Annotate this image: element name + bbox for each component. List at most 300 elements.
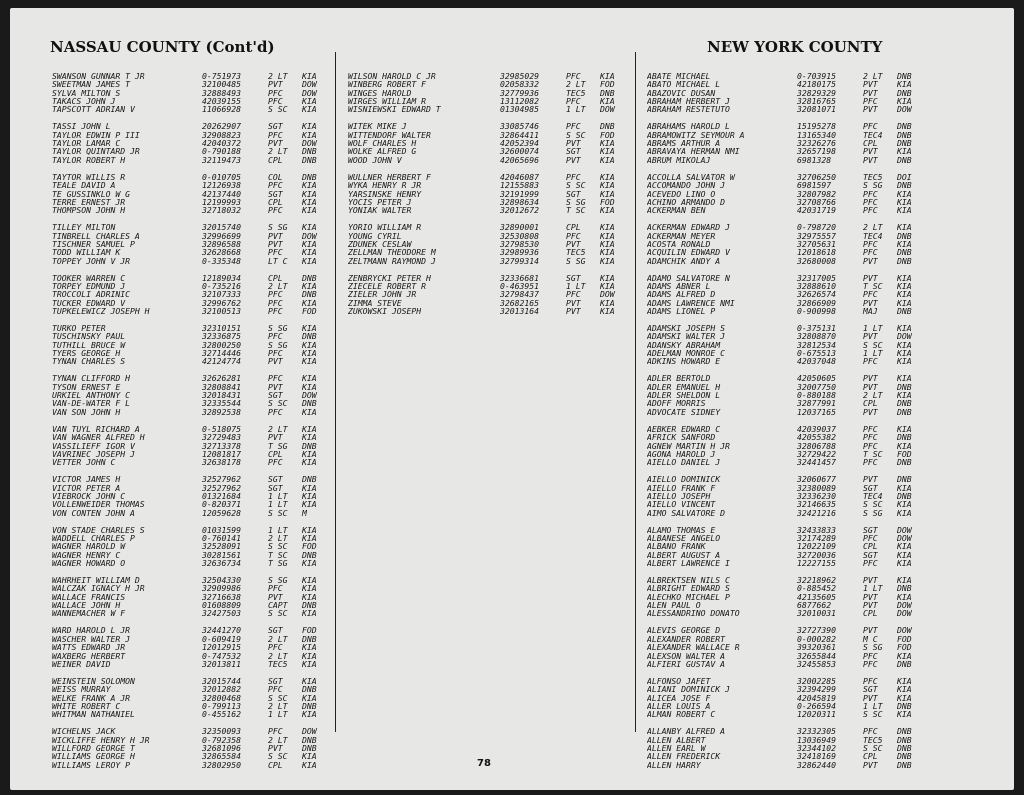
entry-serial-number: 42055382 xyxy=(797,433,836,442)
entry-rank: 1 LT xyxy=(863,584,883,593)
roster-entry xyxy=(52,609,326,617)
entry-name: WEISS MURRAY xyxy=(52,685,111,694)
entry-status: KIA xyxy=(897,685,912,694)
entry-serial-number: 32638178 xyxy=(202,458,241,467)
entry-name: WULLNER HERBERT F xyxy=(348,172,431,182)
roster-entry xyxy=(647,290,921,298)
entry-name: SWANSON GUNNAR T JR xyxy=(52,72,145,81)
roster-entry xyxy=(348,190,624,198)
left-county-heading: NASSAU COUNTY (Cont'd) xyxy=(50,38,275,56)
entry-status: DNB xyxy=(897,433,912,442)
roster-entry xyxy=(52,559,326,567)
entry-status: KIA xyxy=(897,424,912,434)
entry-name: TOPPEY JOHN V JR xyxy=(52,256,130,265)
entry-serial-number: 32528091 xyxy=(202,542,241,551)
roster-entry xyxy=(52,601,326,609)
roster-entry xyxy=(52,660,326,668)
entry-rank: CPL xyxy=(268,155,283,165)
entry-status: KIA xyxy=(897,441,912,450)
entry-serial-number: 32317005 xyxy=(797,273,836,282)
entry-rank: CPL xyxy=(863,542,878,551)
entry-serial-number: 32908823 xyxy=(202,130,241,140)
entry-status: KIA xyxy=(600,72,615,81)
entry-name: AIELLO DOMINICK xyxy=(647,475,721,484)
entry-serial-number: 0-703915 xyxy=(797,72,836,81)
entry-serial-number: 0-463951 xyxy=(500,281,539,291)
entry-name: TYERS GEORGE H xyxy=(52,349,121,358)
entry-rank: PFC xyxy=(268,298,283,307)
roster-entry xyxy=(647,324,921,332)
entry-group xyxy=(647,223,921,265)
entry-name: SWEETMAN JAMES T xyxy=(52,80,130,89)
entry-name: ACQUILIN EDWARD V xyxy=(647,248,730,257)
entry-status: DNB xyxy=(897,701,912,711)
entry-rank: T SG xyxy=(268,441,288,450)
roster-entry xyxy=(647,374,921,382)
entry-rank: S SG xyxy=(268,324,288,333)
entry-serial-number: 39320361 xyxy=(797,643,836,652)
entry-name: YONIAK WALTER xyxy=(348,206,412,215)
entry-serial-number: 32013811 xyxy=(202,659,241,669)
entry-rank: PVT xyxy=(863,592,878,602)
entry-status: DOW xyxy=(897,105,912,114)
column-divider-1 xyxy=(335,52,336,732)
entry-rank: PFC xyxy=(863,433,878,442)
entry-serial-number: 32427503 xyxy=(202,609,241,618)
entry-rank: PFC xyxy=(268,307,283,316)
entry-serial-number: 32010031 xyxy=(797,609,836,618)
entry-name: VAN SON JOHN H xyxy=(52,407,121,417)
entry-name: AIELLO FRANK F xyxy=(647,483,716,492)
entry-name: TURKO PETER xyxy=(52,324,106,333)
entry-status: DNB xyxy=(897,382,912,392)
entry-status: DNB xyxy=(302,735,317,744)
entry-rank: SGT xyxy=(268,626,283,635)
roster-entry xyxy=(348,139,624,147)
entry-name: ALLEN HARRY xyxy=(647,760,701,769)
entry-name: WISNIEWSKI EDWARD T xyxy=(348,105,441,114)
roster-entry xyxy=(52,391,326,399)
roster-entry xyxy=(647,131,921,139)
entry-status: DNB xyxy=(897,727,912,736)
entry-serial-number: 32418169 xyxy=(797,752,836,761)
entry-status: KIA xyxy=(600,273,615,282)
roster-entry xyxy=(348,122,624,130)
entry-status: DOW xyxy=(897,534,912,543)
roster-entry xyxy=(52,97,326,105)
entry-name: WHITMAN NATHANIEL xyxy=(52,710,135,719)
entry-rank: SGT xyxy=(863,525,878,534)
roster-entry xyxy=(348,232,624,240)
entry-name: ADOFF MORRIS xyxy=(647,399,706,408)
roster-entry xyxy=(52,80,326,88)
entry-status: DNB xyxy=(302,634,317,644)
entry-name: ZDUNEK CESLAW xyxy=(348,239,412,249)
entry-status: DNB xyxy=(302,475,317,484)
entry-name: AGNEW MARTIN H JR xyxy=(647,441,730,450)
entry-rank: 2 LT xyxy=(863,223,883,232)
roster-entry xyxy=(647,383,921,391)
entry-status: DNB xyxy=(302,155,317,165)
entry-name: WOLF CHARLES H xyxy=(348,139,417,148)
entry-name: TROCCOLI ADRINIC xyxy=(52,290,130,299)
entry-rank: TEC5 xyxy=(268,659,288,669)
entry-name: WASCHER WALTER J xyxy=(52,634,130,644)
roster-entry xyxy=(52,282,326,290)
roster-entry xyxy=(647,332,921,340)
roster-entry xyxy=(52,349,326,357)
entry-rank: 1 LT xyxy=(863,349,883,358)
entry-status: DNB xyxy=(897,181,912,190)
entry-rank: PVT xyxy=(863,105,878,114)
roster-entry xyxy=(647,685,921,693)
entry-rank: PFC xyxy=(268,374,283,383)
entry-serial-number: 12227155 xyxy=(797,559,836,568)
entry-rank: 1 LT xyxy=(268,525,288,534)
entry-name: WILLIAMS GEORGE H xyxy=(52,752,135,761)
entry-serial-number: 32421216 xyxy=(797,508,836,517)
entry-rank: TEC5 xyxy=(863,735,883,744)
roster-entry xyxy=(52,357,326,365)
entry-name: ACOSTA RONALD xyxy=(647,239,711,249)
entry-rank: 1 LT xyxy=(566,281,586,291)
entry-name: ALEVIS GEORGE D xyxy=(647,626,721,635)
entry-rank: S SC xyxy=(566,181,586,190)
entry-serial-number: 32802950 xyxy=(202,760,241,769)
entry-serial-number: 01608809 xyxy=(202,601,241,610)
roster-entry xyxy=(52,173,326,181)
entry-name: VON CONTEN JOHN A xyxy=(52,508,135,517)
entry-name: TILLEY MILTON xyxy=(52,223,116,232)
entry-serial-number: 32107333 xyxy=(202,290,241,299)
entry-name: ALBERT LAWRENCE I xyxy=(647,559,730,568)
entry-rank: LT C xyxy=(268,256,288,265)
entry-name: TAYTOR WILLIS R xyxy=(52,172,126,182)
entry-status: KIA xyxy=(897,206,912,215)
entry-serial-number: 32527962 xyxy=(202,475,241,484)
entry-serial-number: 13036949 xyxy=(797,735,836,744)
entry-serial-number: 32100513 xyxy=(202,307,241,316)
entry-name: ACCOMANDO JOHN J xyxy=(647,181,725,190)
entry-name: ACCOLLA SALVATOR W xyxy=(647,172,735,182)
roster-entry xyxy=(52,677,326,685)
entry-status: KIA xyxy=(600,239,615,249)
entry-status: DNB xyxy=(897,760,912,769)
entry-serial-number: 42046087 xyxy=(500,172,539,182)
entry-status: KIA xyxy=(302,122,317,131)
entry-name: TAPSCOTT ADRIAN V xyxy=(52,105,135,114)
entry-serial-number: 0-735216 xyxy=(202,281,241,291)
entry-name: ABATO MICHAEL L xyxy=(647,80,721,89)
entry-serial-number: 0-790188 xyxy=(202,147,241,156)
entry-name: ALEXSON WALTER A xyxy=(647,651,725,660)
roster-entry xyxy=(52,500,326,508)
entry-serial-number: 32829329 xyxy=(797,88,836,98)
entry-name: ALBANESE ANGELO xyxy=(647,534,721,543)
entry-status: DOW xyxy=(897,332,912,341)
roster-entry xyxy=(52,89,326,97)
entry-name: TYNAN CLIFFORD H xyxy=(52,374,130,383)
entry-serial-number: 32007750 xyxy=(797,382,836,392)
roster-entry xyxy=(52,752,326,760)
entry-rank: S SG xyxy=(863,508,883,517)
entry-rank: PFC xyxy=(863,676,878,686)
entry-serial-number: 32655844 xyxy=(797,651,836,660)
entry-name: ABRAHAMS HAROLD L xyxy=(647,122,730,131)
roster-entry xyxy=(647,551,921,559)
entry-name: ZELLMAN THEODORE M xyxy=(348,248,436,257)
entry-name: WYKA HENRY R JR xyxy=(348,181,422,190)
entry-status: KIA xyxy=(302,424,317,434)
entry-group xyxy=(52,72,326,114)
entry-name: WELKE FRANK A JR xyxy=(52,693,130,702)
entry-rank: PVT xyxy=(863,374,878,383)
entry-serial-number: 0-335348 xyxy=(202,256,241,265)
entry-status: KIA xyxy=(897,500,912,509)
entry-name: ADELMAN MONROE C xyxy=(647,349,725,358)
entry-rank: PVT xyxy=(566,139,581,148)
roster-entry xyxy=(52,232,326,240)
entry-serial-number: 12126938 xyxy=(202,181,241,190)
entry-serial-number: 32729483 xyxy=(202,433,241,442)
roster-entry xyxy=(52,223,326,231)
roster-entry xyxy=(647,593,921,601)
entry-serial-number: 32441457 xyxy=(797,458,836,467)
roster-entry xyxy=(647,299,921,307)
entry-serial-number: 32015740 xyxy=(202,223,241,232)
entry-status: KIA xyxy=(302,676,317,686)
entry-status: DNB xyxy=(897,399,912,408)
entry-name: VICTOR PETER A xyxy=(52,483,121,492)
roster-entry xyxy=(52,542,326,550)
entry-rank: 1 LT xyxy=(863,324,883,333)
entry-name: ABRAHAM HERBERT J xyxy=(647,97,730,106)
entry-serial-number: 33085746 xyxy=(500,122,539,131)
roster-entry xyxy=(647,349,921,357)
roster-entry xyxy=(348,299,624,307)
roster-entry xyxy=(52,374,326,382)
entry-rank: 2 LT xyxy=(268,735,288,744)
entry-serial-number: 32896588 xyxy=(202,239,241,249)
entry-name: THOMPSON JOHN H xyxy=(52,206,126,215)
entry-serial-number: 32335544 xyxy=(202,399,241,408)
entry-status: DNB xyxy=(897,256,912,265)
roster-entry xyxy=(647,542,921,550)
entry-name: ADAMS LAWRENCE NMI xyxy=(647,298,735,307)
entry-rank: 2 LT xyxy=(863,72,883,81)
entry-rank: SGT xyxy=(268,676,283,686)
entry-name: AFRICK SANFORD xyxy=(647,433,716,442)
entry-serial-number: 32600074 xyxy=(500,147,539,156)
entry-rank: PVT xyxy=(268,80,283,89)
entry-rank: PVT xyxy=(863,407,878,417)
entry-name: ADAMS LIONEL P xyxy=(647,307,716,316)
roster-entry xyxy=(348,181,624,189)
roster-entry xyxy=(52,290,326,298)
entry-status: KIA xyxy=(897,239,912,249)
entry-name: ALEXANDER ROBERT xyxy=(647,634,725,644)
entry-status: DNB xyxy=(897,122,912,131)
entry-name: ACEVEDO LINO O xyxy=(647,189,716,198)
entry-name: TODD WILLIAM K xyxy=(52,248,121,257)
entry-status: KIA xyxy=(897,80,912,89)
roster-entry xyxy=(647,660,921,668)
entry-rank: S SC xyxy=(268,105,288,114)
entry-serial-number: 32504330 xyxy=(202,576,241,585)
entry-serial-number: 32441270 xyxy=(202,626,241,635)
entry-serial-number: 0-820371 xyxy=(202,500,241,509)
entry-name: SYLVA MILTON S xyxy=(52,88,121,98)
entry-rank: PFC xyxy=(863,248,878,257)
entry-status: FOD xyxy=(600,80,615,89)
entry-status: KIA xyxy=(302,197,317,207)
roster-entry xyxy=(52,492,326,500)
entry-group xyxy=(348,122,624,164)
entry-rank: PVT xyxy=(566,298,581,307)
entry-name: ZUKOWSKI JOSEPH xyxy=(348,307,422,316)
entry-status: DNB xyxy=(302,701,317,711)
entry-serial-number: 32657198 xyxy=(797,147,836,156)
entry-serial-number: 32628668 xyxy=(202,248,241,257)
roster-entry xyxy=(348,307,624,315)
entry-name: ALEN PAUL O xyxy=(647,601,701,610)
entry-rank: PVT xyxy=(268,357,283,366)
entry-name: ADLER EMANUEL H xyxy=(647,382,721,392)
entry-status: KIA xyxy=(302,374,317,383)
entry-serial-number: 12018618 xyxy=(797,248,836,257)
entry-status: KIA xyxy=(302,248,317,257)
entry-rank: 2 LT xyxy=(268,701,288,711)
entry-group xyxy=(52,173,326,215)
entry-serial-number: 32310151 xyxy=(202,324,241,333)
entry-status: KIA xyxy=(897,710,912,719)
roster-entry xyxy=(647,122,921,130)
roster-entry xyxy=(647,736,921,744)
entry-rank: 1 LT xyxy=(268,710,288,719)
entry-serial-number: 32191999 xyxy=(500,189,539,198)
entry-serial-number: 12199993 xyxy=(202,197,241,207)
entry-serial-number: 11066928 xyxy=(202,105,241,114)
entry-rank: PFC xyxy=(863,424,878,434)
entry-rank: CPL xyxy=(863,139,878,148)
entry-serial-number: 32081071 xyxy=(797,105,836,114)
entry-name: ADAMCHIK ANDY A xyxy=(647,256,721,265)
entry-group xyxy=(52,475,326,517)
roster-entry xyxy=(647,391,921,399)
roster-entry xyxy=(647,475,921,483)
entry-name: VOLLENWEIDER THOMAS xyxy=(52,500,145,509)
entry-rank: PVT xyxy=(863,382,878,392)
entry-serial-number: 20262907 xyxy=(202,122,241,131)
entry-name: ADLER BERTOLD xyxy=(647,374,711,383)
entry-rank: PFC xyxy=(863,357,878,366)
roster-entry xyxy=(647,139,921,147)
roster-entry xyxy=(647,206,921,214)
roster-entry xyxy=(348,206,624,214)
entry-status: KIA xyxy=(897,576,912,585)
entry-status: DOW xyxy=(897,609,912,618)
entry-status: KIA xyxy=(302,643,317,652)
entry-name: WOOD JOHN V xyxy=(348,155,402,165)
entry-serial-number: 32890001 xyxy=(500,223,539,232)
roster-entry xyxy=(647,97,921,105)
entry-serial-number: 0-266594 xyxy=(797,701,836,711)
roster-entry xyxy=(52,105,326,113)
entry-serial-number: 6981328 xyxy=(797,155,832,165)
roster-entry xyxy=(647,425,921,433)
roster-entry xyxy=(52,257,326,265)
entry-serial-number: 32013164 xyxy=(500,307,539,316)
entry-rank: PFC xyxy=(268,407,283,417)
entry-name: ALMAN ROBERT C xyxy=(647,710,716,719)
entry-group xyxy=(647,72,921,114)
entry-serial-number: 32798437 xyxy=(500,290,539,299)
entry-rank: S SG xyxy=(863,643,883,652)
entry-rank: 2 LT xyxy=(268,147,288,156)
entry-name: ABRAHAM RESTETUTO xyxy=(647,105,730,114)
entry-group xyxy=(52,324,326,366)
entry-group xyxy=(52,677,326,719)
entry-name: TERRE ERNEST JR xyxy=(52,197,126,207)
entry-name: WITTENDORF WALTER xyxy=(348,130,431,140)
entry-status: KIA xyxy=(897,374,912,383)
roster-entry xyxy=(647,702,921,710)
entry-serial-number: 32816765 xyxy=(797,97,836,106)
entry-status: KIA xyxy=(897,559,912,568)
entry-name: VIEBROCK JOHN C xyxy=(52,491,126,501)
entry-rank: CPL xyxy=(863,399,878,408)
entry-status: DNB xyxy=(897,659,912,669)
entry-group xyxy=(348,274,624,316)
entry-rank: PFC xyxy=(863,239,878,249)
entry-group xyxy=(52,576,326,618)
entry-serial-number: 32336230 xyxy=(797,491,836,501)
entry-serial-number: 32729422 xyxy=(797,449,836,459)
entry-group xyxy=(52,122,326,164)
roster-entry xyxy=(647,526,921,534)
entry-rank: S SC xyxy=(268,693,288,702)
entry-status: KIA xyxy=(897,508,912,517)
entry-group xyxy=(52,727,326,769)
entry-name: VAN-DE-WATER F L xyxy=(52,399,130,408)
entry-rank: PVT xyxy=(566,239,581,249)
entry-name: WALCZAK IGNACY H JR xyxy=(52,584,145,593)
entry-status: DOW xyxy=(302,139,317,148)
roster-entry xyxy=(52,576,326,584)
entry-name: ALAMO THOMAS E xyxy=(647,525,716,534)
entry-rank: PFC xyxy=(268,88,283,98)
roster-entry xyxy=(348,248,624,256)
roster-entry xyxy=(52,526,326,534)
entry-name: TAYLOR LAMAR C xyxy=(52,139,121,148)
entry-status: KIA xyxy=(897,189,912,198)
entry-serial-number: 6981597 xyxy=(797,181,832,190)
entry-rank: CPL xyxy=(268,449,283,459)
entry-name: ABRAVAYA HERMAN NMI xyxy=(647,147,740,156)
entry-serial-number: 32681096 xyxy=(202,743,241,753)
entry-name: YOCIS PETER J xyxy=(348,197,412,207)
entry-rank: PFC xyxy=(268,727,283,736)
entry-status: DNB xyxy=(897,475,912,484)
entry-rank: PFC xyxy=(863,727,878,736)
roster-entry xyxy=(647,509,921,517)
roster-entry xyxy=(647,458,921,466)
roster-entry xyxy=(647,408,921,416)
entry-status: KIA xyxy=(600,155,615,165)
entry-rank: PFC xyxy=(268,181,283,190)
entry-serial-number: 32336875 xyxy=(202,332,241,341)
entry-status: FOD xyxy=(302,542,317,551)
